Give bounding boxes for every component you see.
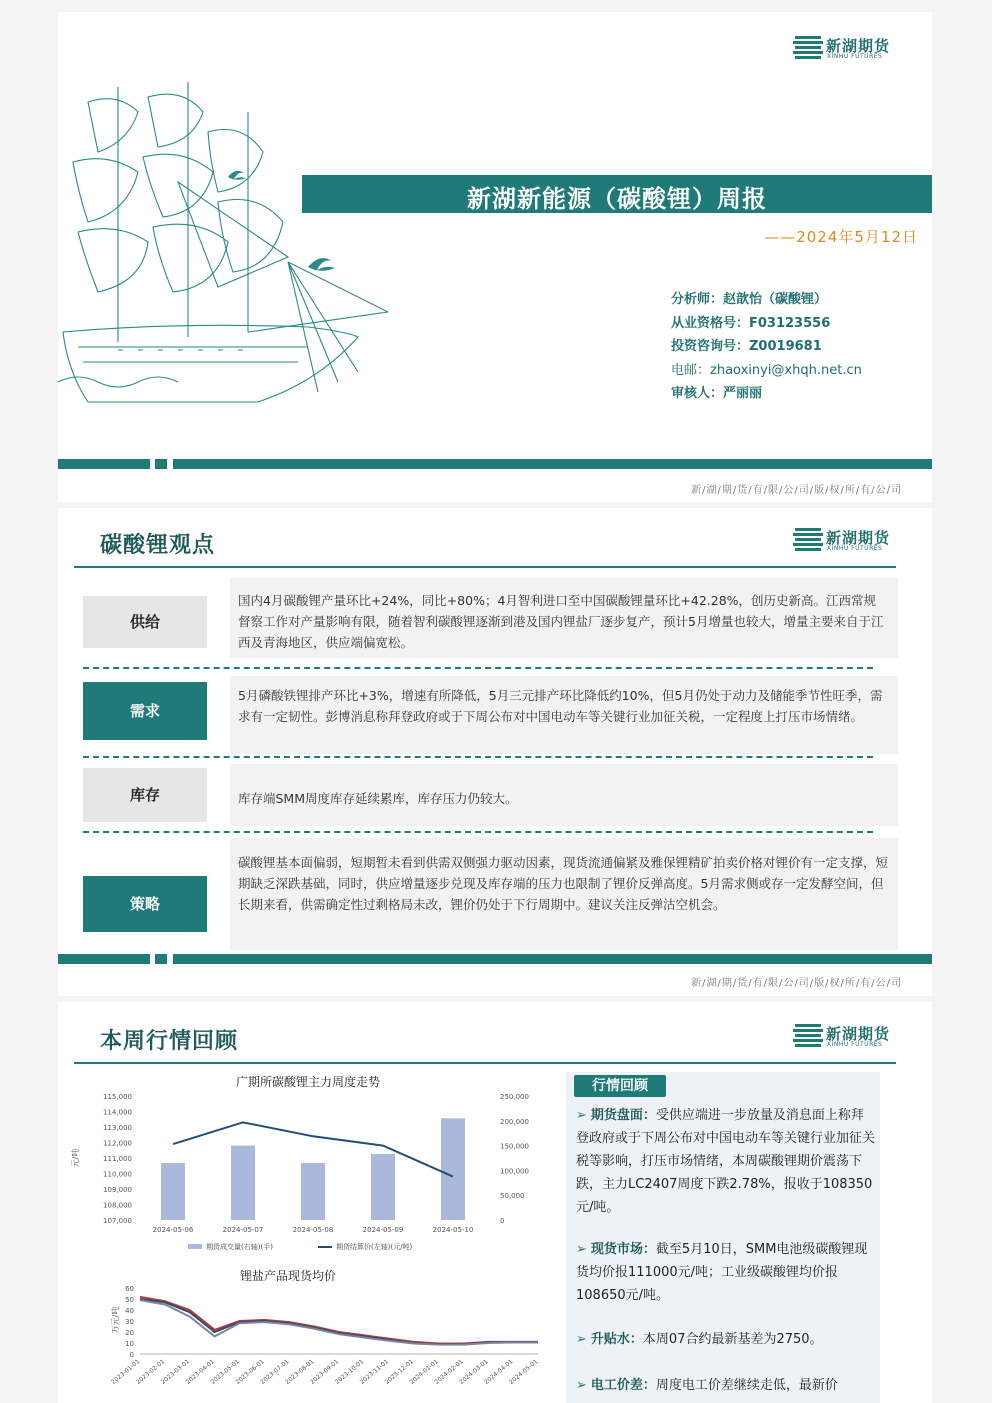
y-tick-label-left: 115,000 xyxy=(103,1093,132,1101)
y-tick-label-left: 113,000 xyxy=(103,1124,132,1132)
y-tick-label-right: 100,000 xyxy=(500,1167,529,1176)
review-item-head: 现货市场： xyxy=(590,1242,656,1257)
logo-text-cn: 新湖期货 xyxy=(826,529,891,547)
y-tick-label-right: 150,000 xyxy=(500,1142,529,1151)
y-tick-label-right: 50,000 xyxy=(500,1192,525,1201)
report-title: 新湖新能源（碳酸锂）周报 xyxy=(467,185,767,213)
y-tick-label-left: 108,000 xyxy=(103,1201,132,1210)
review-item-futures xyxy=(576,1104,876,1219)
consult-number: 投资咨询号：Z0019681 xyxy=(671,339,822,354)
volume-bar xyxy=(231,1146,255,1220)
logo-mark-icon xyxy=(793,1024,823,1048)
strategy-text: 碳酸锂基本面偏弱，短期暂未看到供需双侧强力驱动因素，现货流通偏紧及雅保锂精矿拍卖价格对锂价有一定支撑，短期缺乏深跌基础，同时，供应增量逐步兑现及库存端的压力也限制了锂价反弹高度。5月需求侧或存一定发酵空间，但长期来看，供需确定性过剩格局未改，锂价仍处于下行周期中。建议关注反弹沽空机会。 xyxy=(238,855,889,912)
y-tick-label-right: 250,000 xyxy=(500,1093,529,1101)
x-tick-label: 2024-05-10 xyxy=(432,1226,474,1234)
footer-text: 新/湖/期/货/有/限/公/司/版/权/所/有/公/司 xyxy=(691,978,902,989)
x-tick-label: 2023-12-01 xyxy=(383,1358,415,1386)
review-item-text: 受供应端进一步放量及消息面上称拜登政府或于下周公布对中国电动车等关键行业加征关税等影响，打压市场情绪，本周碳酸锂期价震荡下跌，主力LC2407周度下跌2.78%，报收于108350元/吨。 xyxy=(576,1108,876,1215)
review-item-head: 电工价差： xyxy=(590,1378,656,1393)
x-tick-label: 2024-03-01 xyxy=(458,1358,490,1386)
x-tick-label: 2023-09-01 xyxy=(309,1358,341,1386)
demand-text-box xyxy=(230,676,898,754)
y-tick-label: 20 xyxy=(125,1329,134,1337)
y-tick-label-left: 111,000 xyxy=(103,1155,132,1163)
x-tick-label: 2023-10-01 xyxy=(333,1358,366,1386)
qualification-number: 从业资格号：F03123556 xyxy=(671,316,831,331)
review-item-basis xyxy=(576,1328,876,1351)
company-logo xyxy=(793,526,891,554)
review-item-spread xyxy=(576,1374,876,1397)
viewpoint-slide xyxy=(58,508,932,996)
price-series-line xyxy=(140,1300,538,1345)
review-slide xyxy=(58,1002,932,1403)
dash-divider xyxy=(83,756,873,758)
x-tick-label: 2024-05-01 xyxy=(508,1358,540,1386)
y-tick-label: 0 xyxy=(129,1351,134,1359)
label-inventory: 库存 xyxy=(83,768,207,822)
x-tick-label: 2024-05-09 xyxy=(362,1226,404,1234)
analyst-name: 分析师：赵歆怡（碳酸锂） xyxy=(671,292,828,307)
label-demand: 需求 xyxy=(83,682,207,740)
legend-label-volume: 期货成交量(右轴)(手) xyxy=(206,1243,273,1251)
section-title: 碳酸锂观点 xyxy=(100,533,216,558)
x-tick-label: 2024-04-01 xyxy=(483,1358,515,1386)
arrow-icon: ➢ xyxy=(576,1242,587,1257)
arrow-icon: ➢ xyxy=(576,1332,587,1347)
supply-text: 国内4月碳酸锂产量环比+24%，同比+80%；4月智利进口至中国碳酸锂量环比+42.28%，创历史新高。江西常规督察工作对产量影响有限，随着智利碳酸锂逐渐到港及国内锂盐厂逐步复产，预计5月增量也较大，增量主要来自于江西及青海地区，供应端偏宽松。 xyxy=(238,593,884,650)
logo-text-en: XINHU FUTURES xyxy=(827,53,883,60)
section-title: 本周行情回顾 xyxy=(100,1029,239,1054)
arrow-icon: ➢ xyxy=(576,1378,587,1393)
futures-weekly-chart xyxy=(68,1072,548,1257)
report-date: ——2024年5月12日 xyxy=(764,228,918,246)
y-tick-label: 30 xyxy=(125,1318,134,1326)
logo-text-en: XINHU FUTURES xyxy=(827,545,883,552)
x-tick-label: 2024-01-01 xyxy=(408,1358,440,1386)
review-item-text: 本周07合约最新基差为2750。 xyxy=(642,1332,823,1347)
logo-mark-icon xyxy=(793,528,823,552)
dash-divider xyxy=(83,667,873,669)
chart-title: 广期所碳酸锂主力周度走势 xyxy=(235,1075,381,1089)
company-logo xyxy=(793,34,891,62)
x-tick-label: 2024-05-06 xyxy=(152,1226,194,1234)
volume-bar xyxy=(161,1163,185,1220)
y-tick-label: 40 xyxy=(125,1307,134,1315)
dash-divider xyxy=(83,831,873,833)
sailing-ship-illustration xyxy=(58,82,398,432)
arrow-icon: ➢ xyxy=(576,1108,587,1123)
demand-text: 5月磷酸铁锂排产环比+3%，增速有所降低，5月三元排产环比降低约10%，但5月仍处于动力及储能季节性旺季，需求有一定韧性。彭博消息称拜登政府或于下周公布对中国电动车等关键行业加征关税，一定程度上打压市场情绪。 xyxy=(238,688,883,724)
cover-slide xyxy=(58,12,932,502)
x-tick-label: 2023-02-01 xyxy=(134,1358,167,1386)
review-item-spot xyxy=(576,1238,876,1307)
report-title-bar xyxy=(302,175,932,213)
review-item-text: 周度电工价差继续走低，最新价 xyxy=(655,1378,838,1393)
company-logo xyxy=(793,1022,891,1050)
review-tag: 行情回顾 xyxy=(574,1075,666,1097)
logo-mark-icon xyxy=(793,36,823,60)
x-tick-label: 2024-02-01 xyxy=(433,1358,465,1386)
legend-swatch-volume xyxy=(188,1244,202,1249)
x-tick-label: 2023-08-01 xyxy=(284,1358,316,1386)
spot-price-chart xyxy=(68,1264,548,1403)
logo-text-cn: 新湖期货 xyxy=(826,37,891,55)
y-axis-label: 万元/吨 xyxy=(111,1306,120,1334)
x-tick-label: 2023-05-01 xyxy=(209,1358,241,1386)
strategy-text-box xyxy=(230,838,898,950)
price-series-line xyxy=(140,1299,538,1344)
analyst-email[interactable]: 电邮：zhaoxinyi@xhqh.net.cn xyxy=(671,363,862,378)
review-item-head: 期货盘面： xyxy=(590,1108,656,1123)
y-tick-label-left: 110,000 xyxy=(103,1170,132,1179)
y-tick-label: 60 xyxy=(125,1285,134,1293)
volume-bar xyxy=(301,1163,325,1220)
x-tick-label: 2024-05-07 xyxy=(222,1226,264,1234)
x-tick-label: 2023-01-01 xyxy=(110,1358,142,1386)
footer-text: 新/湖/期/货/有/限/公/司/版/权/所/有/公/司 xyxy=(691,485,902,496)
inventory-text: 库存端SMM周度库存延续累库，库存压力仍较大。 xyxy=(238,791,518,806)
legend-label-price: 期货结算价(左轴)(元/吨) xyxy=(336,1243,413,1251)
logo-text-cn: 新湖期货 xyxy=(826,1025,891,1043)
y-tick-label-right: 200,000 xyxy=(500,1117,529,1126)
x-tick-label: 2023-04-01 xyxy=(184,1358,216,1386)
review-item-text: 截至5月10日，SMM电池级碳酸锂现货均价报111000元/吨；工业级碳酸锂均价报108650元/吨。 xyxy=(576,1242,868,1303)
y-tick-label: 50 xyxy=(125,1296,134,1304)
y-tick-label: 10 xyxy=(125,1340,134,1348)
y-tick-label-left: 114,000 xyxy=(103,1108,132,1117)
x-tick-label: 2023-03-01 xyxy=(159,1358,192,1386)
chart-title: 锂盐产品现货均价 xyxy=(239,1269,337,1283)
y-tick-label-left: 109,000 xyxy=(103,1186,132,1194)
volume-bar xyxy=(441,1118,465,1220)
review-item-head: 升贴水： xyxy=(590,1332,643,1347)
y-tick-label-right: 0 xyxy=(500,1217,505,1225)
y-axis-label: 元/吨 xyxy=(71,1148,80,1168)
label-supply: 供给 xyxy=(83,596,207,648)
label-strategy: 策略 xyxy=(83,876,207,932)
footer-bar xyxy=(58,459,932,469)
x-tick-label: 2023-11-01 xyxy=(358,1358,391,1386)
section-divider xyxy=(74,566,896,568)
review-panel xyxy=(566,1072,880,1403)
supply-text-box xyxy=(230,578,898,658)
reviewer-name: 审核人：严丽丽 xyxy=(671,386,763,401)
logo-text-en: XINHU FUTURES xyxy=(827,1041,883,1048)
volume-bar xyxy=(371,1154,395,1220)
x-tick-label: 2023-07-01 xyxy=(259,1358,291,1386)
section-divider xyxy=(74,1062,896,1064)
footer-bar xyxy=(58,954,932,964)
y-tick-label-left: 107,000 xyxy=(103,1217,132,1225)
y-tick-label-left: 112,000 xyxy=(103,1139,132,1148)
x-tick-label: 2024-05-08 xyxy=(292,1226,334,1234)
x-tick-label: 2023-06-01 xyxy=(234,1358,266,1386)
inventory-text-box xyxy=(230,764,898,826)
